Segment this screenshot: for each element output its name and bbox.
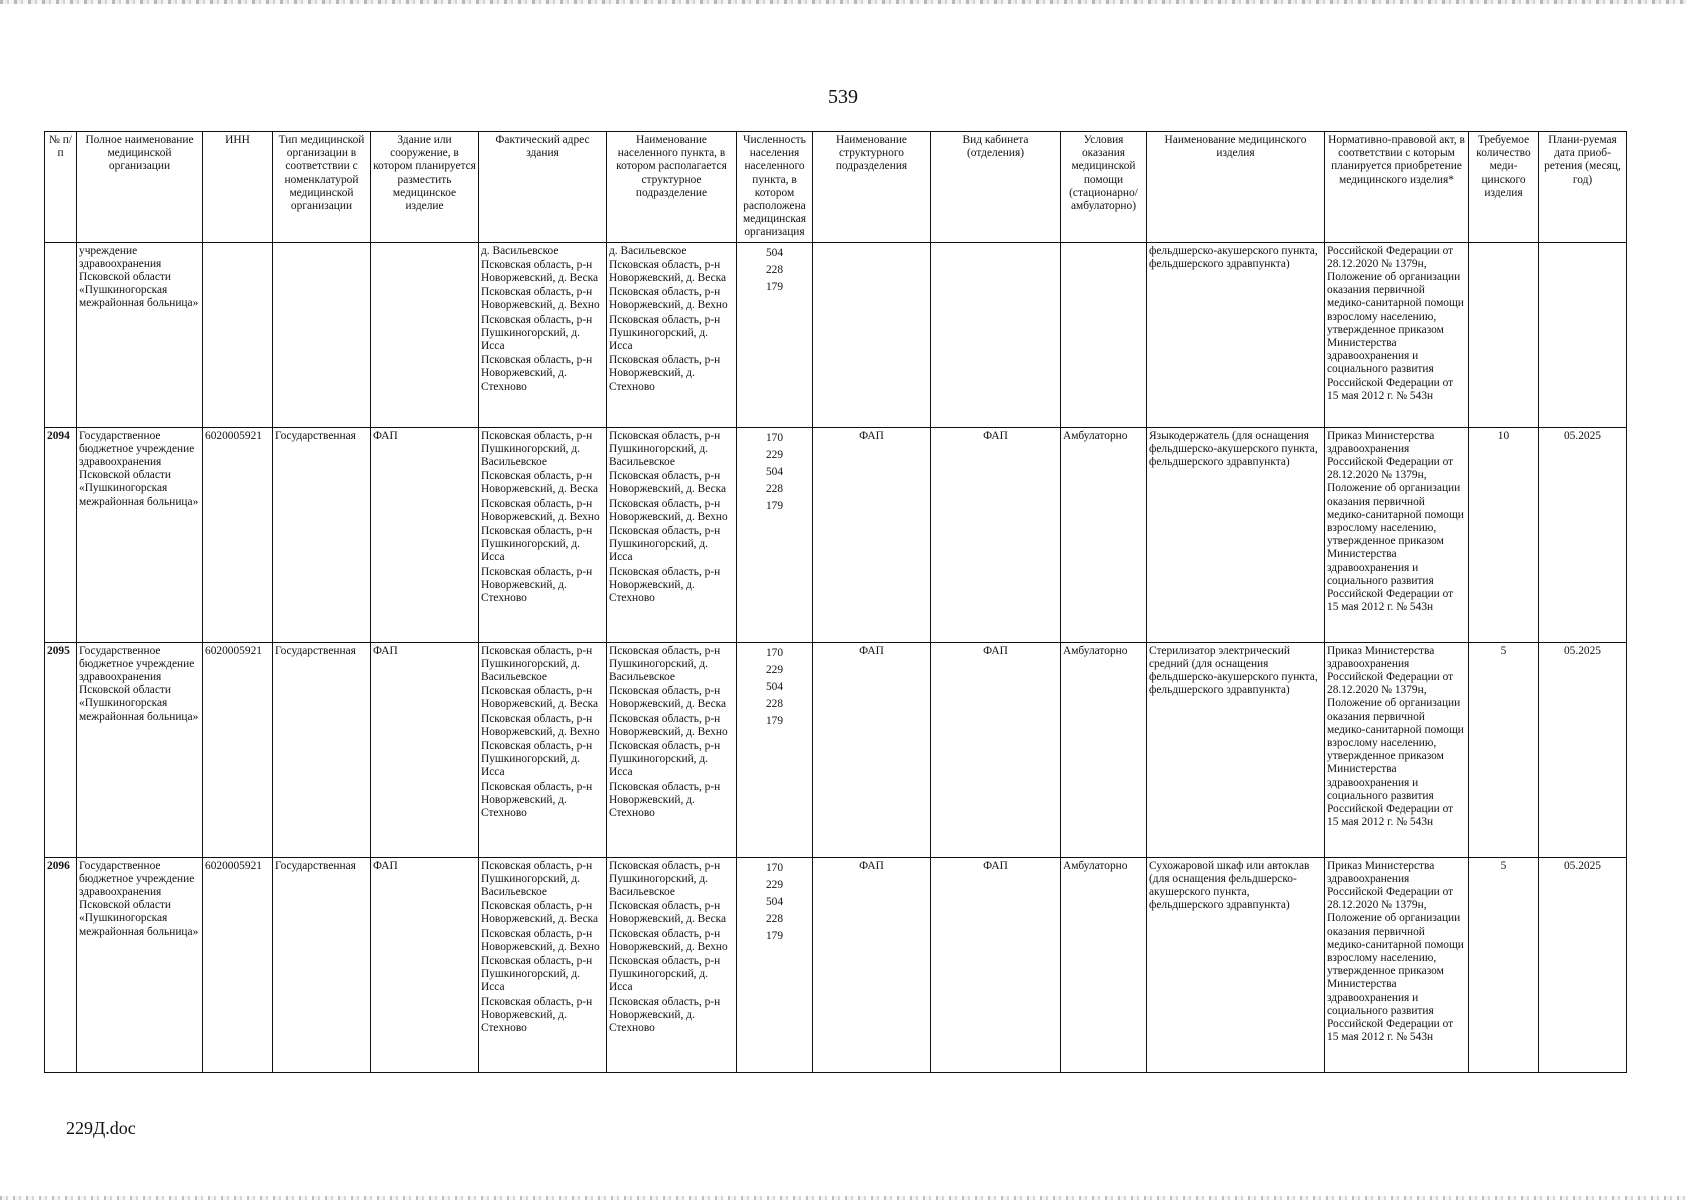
cell-inn: 6020005921 (203, 642, 273, 857)
cell-conditions: Амбулаторно (1061, 857, 1147, 1072)
cell-inn: 6020005921 (203, 857, 273, 1072)
population-value: 170 (765, 431, 784, 444)
header-cabinet: Вид кабинета (отделения) (931, 132, 1061, 243)
population-value: 170 (765, 861, 784, 874)
cell-act: Приказ Министерства здравоохранения Российской Федерации от 28.12.2020 № 1379н, Положение об организации оказания первичной медико-санитарной помощи взрослому населению, утвержденное приказом Министерства здравоохранения и социального развития Российской Федерации от 15 мая 2012 г. № 543н (1325, 427, 1469, 642)
cell-inn (203, 242, 273, 427)
cell-cabinet: ФАП (931, 857, 1061, 1072)
table-header-row (45, 132, 1627, 243)
cell-date: 05.2025 (1539, 857, 1627, 1072)
header-population: Численность населения населенного пункта, в котором расположена медицинская организация (737, 132, 813, 243)
address-item: Псковская область, р-н Пушкиногорский, д. Исса (481, 740, 593, 779)
cell-date: 05.2025 (1539, 642, 1627, 857)
cell-cabinet: ФАП (931, 427, 1061, 642)
cell-unit (813, 242, 931, 427)
population-value: 228 (765, 263, 784, 276)
header-org: Полное наименование медицинской организации (77, 132, 203, 243)
population-value: 228 (765, 912, 784, 925)
population-value: 179 (765, 929, 784, 942)
header-unit: Наименование структурного подразделения (813, 132, 931, 243)
cell-settlement (607, 242, 737, 427)
table-row (45, 642, 1627, 857)
address-item: Псковская область, р-н Новоржевский, д. Веска (481, 685, 599, 711)
settlement-item: Псковская область, р-н Новоржевский, д. Стехново (609, 780, 721, 820)
cell-act: Приказ Министерства здравоохранения Российской Федерации от 28.12.2020 № 1379н, Положение об организации оказания первичной медико-санитарной помощи взрослому населению, утвержденное приказом Министерства здравоохранения и социального развития Российской Федерации от 15 мая 2012 г. № 543н (1325, 857, 1469, 1072)
address-item: Псковская область, р-н Новоржевский, д. Вехно (481, 497, 600, 523)
header-address: Фактический адрес здания (479, 132, 607, 243)
address-item: Псковская область, р-н Новоржевский, д. Вехно (481, 286, 600, 312)
settlement-item: Псковская область, р-н Новоржевский, д. Вехно (609, 286, 728, 312)
settlement-item: Псковская область, р-н Пушкиногорский, д. Исса (609, 740, 721, 779)
population-value: 504 (765, 246, 784, 259)
cell-act (1325, 242, 1469, 427)
cell-building: ФАП (371, 642, 479, 857)
cell-num: 2095 (45, 642, 77, 857)
cell-population (737, 642, 813, 857)
cell-org: Государственное бюджетное учреждение здравоохранения Псковской области «Пушкиногорская межрайонная больница» (77, 857, 203, 1072)
address-item: Псковская область, р-н Пушкиногорский, д. Исса (481, 313, 593, 353)
cell-org: Государственное бюджетное учреждение здравоохранения Псковской области «Пушкиногорская межрайонная больница» (77, 642, 203, 857)
cell-qty: 10 (1469, 427, 1539, 642)
cell-cabinet: ФАП (931, 642, 1061, 857)
settlement-item: Псковская область, р-н Новоржевский, д. Стехново (609, 565, 721, 605)
address-item: Псковская область, р-н Новоржевский, д. Вехно (481, 712, 600, 738)
cell-population (737, 242, 813, 427)
cell-unit: ФАП (813, 642, 931, 857)
cell-type: Государственная (273, 857, 371, 1072)
address-item: Псковская область, р-н Новоржевский, д. Стехново (481, 354, 593, 393)
header-qty: Требуемое количество меди-цинского изделия (1469, 132, 1539, 243)
cell-address (479, 242, 607, 427)
cell-building: ФАП (371, 427, 479, 642)
cell-device: Языкодержатель (для оснащения фельдшерско-акушерского пункта, фельдшерского здравпункта) (1147, 427, 1325, 642)
settlement-item: Псковская область, р-н Новоржевский, д. Вехно (609, 927, 728, 953)
settlement-item: Псковская область, р-н Новоржевский, д. Вехно (609, 497, 728, 523)
settlement-item: Псковская область, р-н Новоржевский, д. Стехново (609, 354, 721, 393)
cell-date (1539, 242, 1627, 427)
header-inn: ИНН (203, 132, 273, 243)
settlement-item: Псковская область, р-н Пушкиногорский, д. Исса (609, 955, 721, 994)
cell-type (273, 242, 371, 427)
address-item: Псковская область, р-н Новоржевский, д. Веска (481, 900, 599, 926)
settlement-item: Псковская область, р-н Пушкиногорский, д. Исса (609, 313, 721, 353)
header-settlement: Наименование населенного пункта, в котором располагается структурное подразделение (607, 132, 737, 243)
settlement-item: Псковская область, р-н Новоржевский, д. Веска (609, 900, 727, 926)
cell-device (1147, 242, 1325, 427)
cell-act: Приказ Министерства здравоохранения Российской Федерации от 28.12.2020 № 1379н, Положение об организации оказания первичной медико-санитарной помощи взрослому населению, утвержденное приказом Министерства здравоохранения и социального развития Российской Федерации от 15 мая 2012 г. № 543н (1325, 642, 1469, 857)
address-item: Псковская область, р-н Новоржевский, д. Вехно (481, 927, 600, 953)
table-row (45, 427, 1627, 642)
settlement-item: Псковская область, р-н Новоржевский, д. Веска (609, 470, 727, 496)
address-item: Псковская область, р-н Пушкиногорский, д. Васильевское (481, 429, 593, 469)
population-value: 229 (765, 663, 784, 676)
device-name: фельдшерско-акушерского пункта, фельдшерского здравпункта) (1149, 244, 1318, 270)
cell-num: 2096 (45, 857, 77, 1072)
cell-num: 2094 (45, 427, 77, 642)
settlement-item: д. Васильевское (609, 244, 687, 257)
cell-conditions (1061, 242, 1147, 427)
settlement-item: Псковская область, р-н Пушкиногорский, д. Васильевское (609, 644, 721, 684)
cell-type: Государственная (273, 642, 371, 857)
address-item: Псковская область, р-н Пушкиногорский, д. Васильевское (481, 859, 593, 899)
settlement-item: Псковская область, р-н Новоржевский, д. Веска (609, 685, 727, 711)
settlement-item: Псковская область, р-н Пушкиногорский, д. Исса (609, 525, 721, 564)
address-item: Псковская область, р-н Новоржевский, д. Стехново (481, 995, 593, 1035)
cell-building: ФАП (371, 857, 479, 1072)
header-act: Нормативно-правовой акт, в соответствии с которым планируется приобретение медицинского изделия* (1325, 132, 1469, 243)
cell-qty (1469, 242, 1539, 427)
address-item: Псковская область, р-н Новоржевский, д. Стехново (481, 565, 593, 605)
address-item: Псковская область, р-н Новоржевский, д. Стехново (481, 780, 593, 820)
header-date: Плани-руемая дата приоб-ретения (месяц, год) (1539, 132, 1627, 243)
page-number: 539 (828, 86, 858, 108)
address-item: Псковская область, р-н Пушкиногорский, д. Васильевское (481, 644, 593, 684)
cell-date: 05.2025 (1539, 427, 1627, 642)
population-value: 504 (765, 895, 784, 908)
cell-cabinet (931, 242, 1061, 427)
address-item: д. Васильевское (481, 244, 559, 257)
cell-conditions: Амбулаторно (1061, 642, 1147, 857)
header-type: Тип медицинской организации в соответствии с номенклатурой медицинской организации (273, 132, 371, 243)
header-num: № п/п (45, 132, 77, 243)
population-value: 179 (765, 280, 784, 293)
address-item: Псковская область, р-н Новоржевский, д. Веска (481, 258, 599, 285)
cell-building (371, 242, 479, 427)
population-value: 229 (765, 878, 784, 891)
cell-address (479, 427, 607, 642)
population-value: 504 (765, 680, 784, 693)
settlement-item: Псковская область, р-н Новоржевский, д. Вехно (609, 712, 728, 738)
header-conditions: Условия оказания медицинской помощи (стационарно/ амбулаторно) (1061, 132, 1147, 243)
cell-qty: 5 (1469, 857, 1539, 1072)
header-building: Здание или сооружение, в котором планируется разместить медицинское изделие (371, 132, 479, 243)
population-value: 179 (765, 714, 784, 727)
cell-device: Стерилизатор электрический средний (для оснащения фельдшерско-акушерского пункта, фельдшерского здравпункта) (1147, 642, 1325, 857)
address-item: Псковская область, р-н Пушкиногорский, д. Исса (481, 955, 593, 994)
cell-qty: 5 (1469, 642, 1539, 857)
population-value: 179 (765, 499, 784, 512)
settlement-item: Псковская область, р-н Новоржевский, д. Веска (609, 258, 727, 285)
scan-edge-top (0, 0, 1686, 4)
cell-device: Сухожаровой шкаф или автоклав (для оснащения фельдшерско-акушерского пункта, фельдшерского здравпункта) (1147, 857, 1325, 1072)
cell-type: Государственная (273, 427, 371, 642)
cell-settlement (607, 427, 737, 642)
cell-address (479, 857, 607, 1072)
population-value: 170 (765, 646, 784, 659)
population-value: 229 (765, 448, 784, 461)
equipment-table (44, 131, 1627, 1073)
cell-population (737, 427, 813, 642)
address-item: Псковская область, р-н Пушкиногорский, д. Исса (481, 525, 593, 564)
population-value: 504 (765, 465, 784, 478)
org-name: учреждение здравоохранения Псковской области «Пушкиногорская межрайонная больница» (79, 244, 199, 310)
cell-org (77, 242, 203, 427)
settlement-item: Псковская область, р-н Пушкиногорский, д. Васильевское (609, 859, 721, 899)
population-value: 228 (765, 482, 784, 495)
header-device: Наименование медицинского изделия (1147, 132, 1325, 243)
cell-settlement (607, 857, 737, 1072)
table-row-continued (45, 242, 1627, 427)
scan-edge-bottom (0, 1196, 1686, 1200)
cell-conditions: Амбулаторно (1061, 427, 1147, 642)
document-filename: 229Д.doc (66, 1118, 136, 1138)
settlement-item: Псковская область, р-н Новоржевский, д. Стехново (609, 995, 721, 1035)
address-item: Псковская область, р-н Новоржевский, д. Веска (481, 470, 599, 496)
population-value: 228 (765, 697, 784, 710)
cell-settlement (607, 642, 737, 857)
cell-address (479, 642, 607, 857)
legal-act: Российской Федерации от 28.12.2020 № 1379н, Положение об организации оказания первичной медико-санитарной помощи взрослому населению, утвержденное приказом Министерства здравоохранения и социального развития Российской Федерации от 15 мая 2012 г. № 543н (1327, 244, 1464, 402)
cell-unit: ФАП (813, 857, 931, 1072)
cell-unit: ФАП (813, 427, 931, 642)
settlement-item: Псковская область, р-н Пушкиногорский, д. Васильевское (609, 429, 721, 469)
cell-inn: 6020005921 (203, 427, 273, 642)
table-row (45, 857, 1627, 1072)
cell-num (45, 242, 77, 427)
cell-population (737, 857, 813, 1072)
cell-org: Государственное бюджетное учреждение здравоохранения Псковской области «Пушкиногорская межрайонная больница» (77, 427, 203, 642)
